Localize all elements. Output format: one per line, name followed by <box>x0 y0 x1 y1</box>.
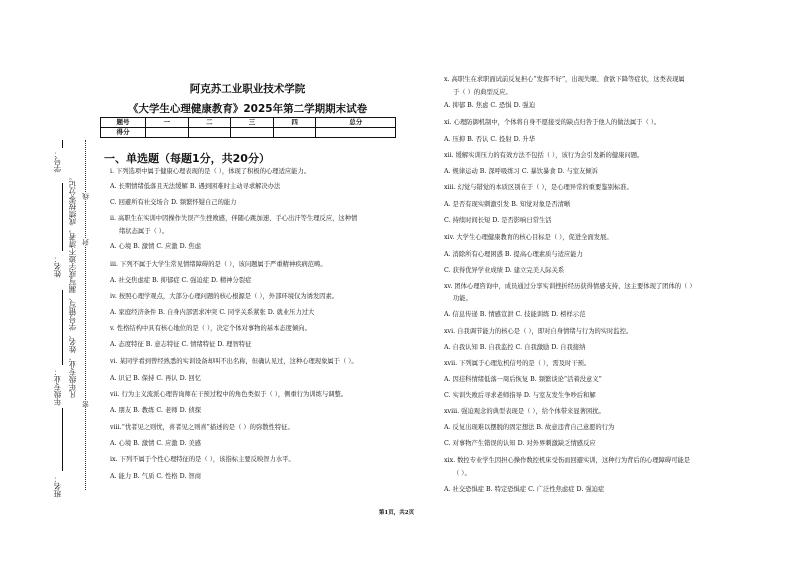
school-name: 阿克苏工业职业技术学院 <box>189 83 306 95</box>
question-text: iv. 按照心理学观点，大部分心理问题的核心根源是（ ），外部环境仅为诱发因素。 <box>110 293 339 300</box>
question-text: xii. 缓解实训压力的有效方法不包括（ ），该行为会引发新的健康问题。 <box>444 152 644 159</box>
answer-options: A. 规律运动 B. 深呼吸练习 C. 暴饮暴食 D. 与室友倾诉 <box>444 168 598 175</box>
score-table-score-row <box>101 128 396 138</box>
score-header: 一 <box>146 118 189 128</box>
score-cell <box>231 128 274 138</box>
score-header: 总分 <box>316 118 396 128</box>
answer-options: A. 社交焦虑症 B. 抑郁症 C. 强迫症 D. 精神分裂症 <box>110 277 252 284</box>
answer-options: C. 实训失败后寻求老师指导 D. 与室友发生争吵后和解 <box>444 392 596 399</box>
answer-options: A. 识记 B. 保持 C. 再认 D. 回忆 <box>110 375 201 382</box>
answer-options: A. 消除所有心理困惑 B. 提高心理素质与适应能力 <box>444 251 583 258</box>
question-text: iii. 下列不属于大学生常见情绪障碍的是（ ），该问题属于严重精神疾病范畴。 <box>110 261 327 268</box>
answer-options: C. 持续时间长短 D. 是否影响日常生活 <box>444 217 552 224</box>
student-id-label: 学号： <box>53 150 62 173</box>
exam-title: 《大学生心理健康教育》2025年第二学期期末试卷 <box>127 103 368 115</box>
answer-options: A. 压抑 B. 否认 C. 投射 D. 升华 <box>444 136 535 143</box>
answer-options: A. 因挂科情绪低落一周后恢复 B. 频繁谈论“活着没意义” <box>444 376 602 383</box>
question-text: xvi. 自我调节能力的核心是（ ），即对自身情绪与行为的实时监控。 <box>444 328 633 335</box>
student-id-line <box>62 140 63 148</box>
question-text: ix. 下列不属于个性心理特征的是（ ），该指标主要反映智力水平。 <box>110 456 295 463</box>
answer-options: A. 态度特征 B. 意志特征 C. 情绪特征 D. 理智特征 <box>110 341 252 348</box>
answer-options: A. 心境 B. 激情 C. 应激 D. 焦虑 <box>110 243 201 250</box>
question-text: vi. 某同学看到曾经熟悉的实训设备却叫不出名称，但确认见过，这种心理现象属于（ ）。 <box>110 358 358 365</box>
answer-options: A. 心境 B. 激情 C. 应激 D. 美感 <box>110 440 201 447</box>
answer-options: A. 自我认知 B. 自我监控 C. 自我激励 D. 自我接纳 <box>444 344 586 351</box>
question-text: xix. 数控专业学生因担心操作数控机床受伤而回避实训，这种行为背后的心理障碍可能是 <box>444 457 691 464</box>
score-table-header-row <box>101 118 396 128</box>
answer-options: C. 获得优异学业成绩 D. 建立完美人际关系 <box>444 267 565 274</box>
question-text-continued: 功能。 <box>453 295 472 302</box>
question-text: viii.“忧者见之则忧，喜者见之则喜”描述的是（ ）的弥散性特征。 <box>110 424 294 431</box>
answer-options: A. 是否有现实刺激引发 B. 知觉对象是否清晰 <box>444 201 571 208</box>
name-line <box>62 183 63 251</box>
answer-options: A. 抑郁 B. 焦虑 C. 恐惧 D. 强迫 <box>444 102 535 109</box>
score-cell <box>188 128 231 138</box>
notice-text: 凡年级专业、姓名、学号错写、漏写或字迹不清者，成绩按零分记。 <box>68 173 77 398</box>
class-line <box>62 408 63 471</box>
question-text: ii. 高职生在实训中因操作失误产生挫败感，伴随心跳加速、手心出汗等生理反应，这种情 <box>110 215 358 222</box>
question-text: xi. 心理防御机制中，个体将自身不愿接受的缺点归咎于他人的做法属于（ ）。 <box>444 119 661 126</box>
answer-options: A. 长期情绪低落且无法缓解 B. 遇到困难时主动寻求解决办法 <box>110 183 281 190</box>
seal-char: 线 <box>82 193 90 200</box>
score-cell <box>273 128 316 138</box>
question-text: i. 下列选项中属于健康心理表现的是（ ），体现了积极的心理适应能力。 <box>110 168 311 175</box>
answer-options: A. 信息传递 B. 情感宣泄 C. 技能训练 D. 榜样示范 <box>444 311 586 318</box>
question-text: xiii. 幻觉与错觉的本质区别在于（ ），是心理异常的重要鉴别标准。 <box>444 184 633 191</box>
score-header: 四 <box>273 118 316 128</box>
answer-options: A. 反复出现难以摆脱的固定想法 B. 故意违背自己意愿的行为 <box>444 424 615 431</box>
seal-char: 封 <box>82 239 90 246</box>
score-row-label: 得分 <box>101 128 146 138</box>
score-cell <box>316 128 396 138</box>
question-text: xvii. 下列属于心理危机信号的是（ ），需及时干预。 <box>444 360 591 367</box>
score-header: 题号 <box>101 118 146 128</box>
answer-options: A. 家庭经济条件 B. 自身内部需求冲突 C. 同学关系紧张 D. 就业压力过大 <box>110 309 315 316</box>
question-text-continued: 绪状态属于（ ）。 <box>119 228 169 235</box>
seal-char: 密 <box>82 401 90 408</box>
section-title: 一、单选题（每题1分，共20分） <box>104 152 270 165</box>
question-text: vii. 行为主义流派心理咨询师在干预过程中的角色类似于（ ），侧重行为训练与调整。 <box>110 391 348 398</box>
answer-options: C. 对事物产生错误的认知 D. 对外界刺激缺乏情感反应 <box>444 440 596 447</box>
answer-options: C. 回避所有社交场合 D. 频繁怀疑自己的能力 <box>110 199 237 206</box>
name-label: 姓名： <box>53 255 62 278</box>
answer-options: A. 社交恐惧症 B. 特定恐惧症 C. 广泛性焦虑症 D. 强迫症 <box>444 486 605 493</box>
question-text: xv. 团体心理咨询中，成员通过分享实训挫折经历获得情感支持，这主要体现了团体的（ ） <box>444 283 696 290</box>
answer-options: A. 朋友 B. 教练 C. 老师 D. 侦探 <box>110 407 201 414</box>
question-text-continued: 于（ ）的典型反应。 <box>453 89 512 96</box>
score-header: 二 <box>188 118 231 128</box>
page-number: 第1页，共2页 <box>378 510 415 516</box>
major-label: 年级专业： <box>53 368 62 406</box>
question-text: xiv. 大学生心理健康教育的核心目标是（ ），促进全面发展。 <box>444 234 613 241</box>
question-text: x. 高职生在求职面试前反复担心“发挥不好”，出现失眠、食欲下降等症状，这类表现属 <box>444 76 685 83</box>
question-text-continued: （ ）。 <box>453 470 471 477</box>
question-text: xviii. 强迫观念的典型表现是（ ），给个体带来显著困扰。 <box>444 408 605 415</box>
score-header: 三 <box>231 118 274 128</box>
score-table <box>100 117 396 138</box>
answer-options: A. 能力 B. 气质 C. 性格 D. 智商 <box>110 473 201 480</box>
score-cell <box>146 128 189 138</box>
question-text: v. 性格结构中具有核心地位的是（ ），决定个体对事物的基本态度倾向。 <box>110 325 311 332</box>
major-line <box>62 290 63 365</box>
class-label: 班名： <box>53 475 62 498</box>
